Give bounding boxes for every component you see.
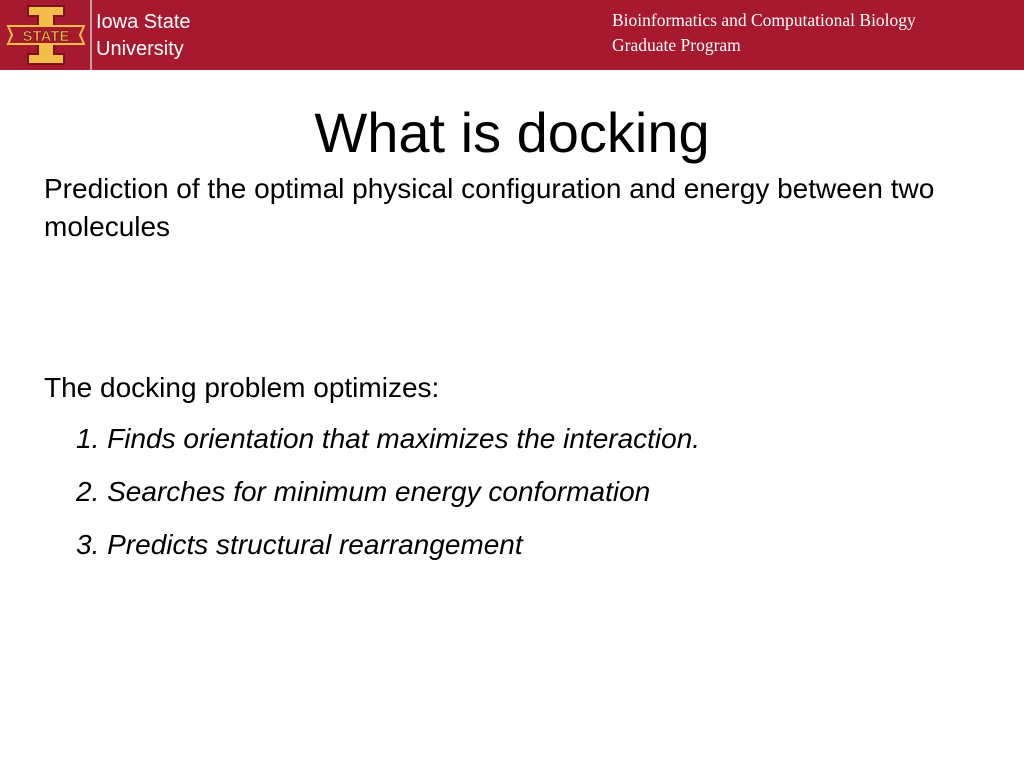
problem-heading: The docking problem optimizes: [44,372,440,403]
definition-text: Prediction of the optimal physical configuration and energy between two molecules [44,173,935,242]
i-state-logo-icon [4,4,88,66]
university-name-line1: Iowa State [96,11,191,33]
header-bar [0,0,1024,70]
list-item: 1. Finds orientation that maximizes the interaction. [76,423,701,454]
list-item: 3. Predicts structural rearrangement [76,529,523,560]
program-name-line1: Bioinformatics and Computational Biology [612,10,916,30]
program-name [612,8,1022,58]
svg-text:STATE: STATE [22,28,70,45]
list-item: 2. Searches for minimum energy conformation [76,476,651,507]
problem-list [76,420,700,579]
program-name-line2: Graduate Program [612,35,741,55]
university-name [96,9,236,63]
slide-title: What is docking [314,101,710,164]
iowa-state-logo [0,0,92,70]
university-name-line2: University [96,38,184,60]
